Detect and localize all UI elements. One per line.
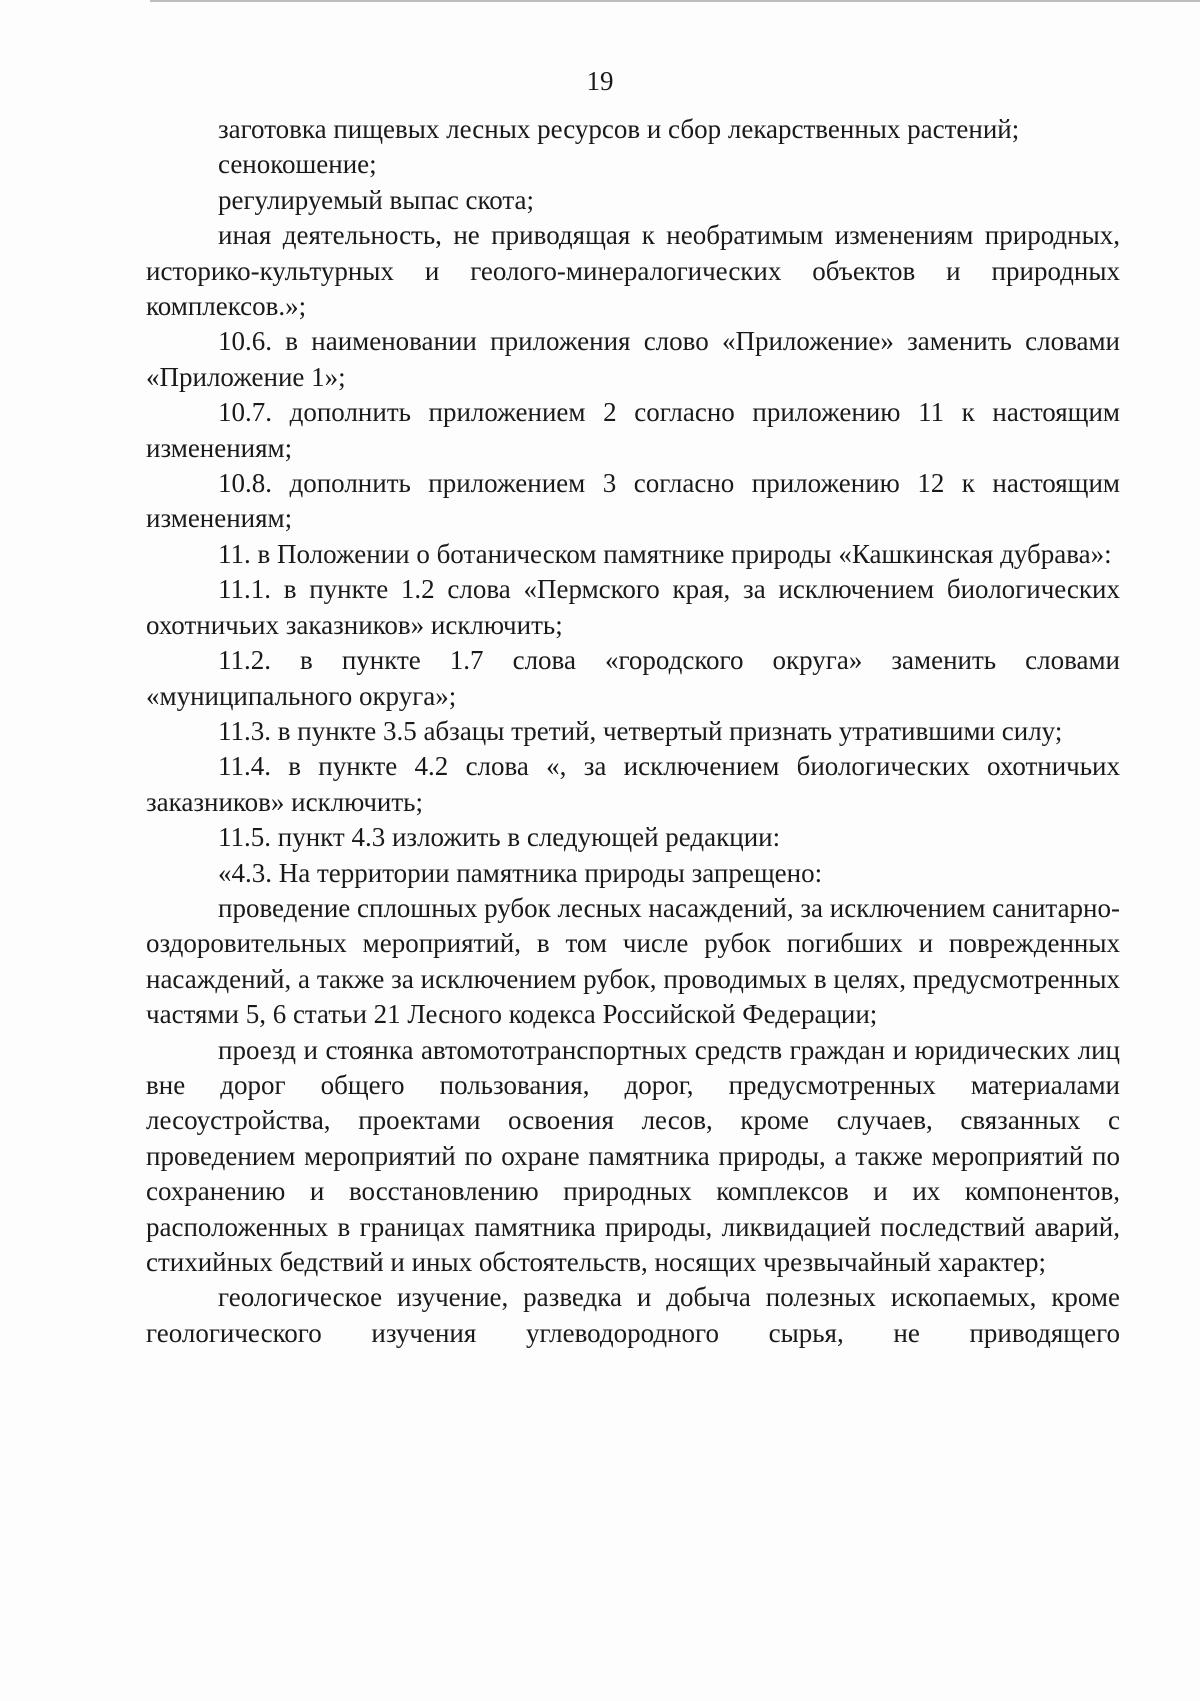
paragraph: проезд и стоянка автомототранспортных средств граждан и юридических лиц вне дорог общего пользования, дорог, предусмотренных материалами лесоустройства, проектами освоения лесов, кроме случаев, связанных с проведением мероприятий по охране памятника природы, а также мероприятий по сохранению и восстановлению природных комплексов и их компонентов, расположенных в границах памятника природы, ликвидацией последствий аварий, стихийных бедствий и иных обстоятельств, носящих чрезвычайный характер; [146,1034,1120,1277]
page-number: 19 [586,66,614,96]
paragraph: проведение сплошных рубок лесных насаждений, за исключением санитарно-оздоровительных мероприятий, в том числе рубок погибших и поврежденных насаждений, а также за исключением рубок, проводимых в целях, предусмотренных частями 5, 6 статьи 21 Лесного кодекса Российской Федерации; [146,892,1120,1030]
paragraph: иная деятельность, не приводящая к необратимым изменениям природных, историко-культурных и геолого-минералогических объектов и природных комплексов.»; [146,220,1120,322]
paragraph: «4.3. На территории памятника природы запрещено: [218,857,823,888]
paragraph: регулируемый выпас скота; [218,184,535,215]
paragraph: 11.3. в пункте 3.5 абзацы третий, четвертый признать утратившими силу; [218,715,1063,746]
paragraph: 11.4. в пункте 4.2 слова «, за исключением биологических охотничьих заказников» исключить; [146,751,1120,817]
paragraph: сенокошение; [218,149,377,180]
scan-edge-line [150,0,1200,2]
paragraph: 10.7. дополнить приложением 2 согласно приложению 11 к настоящим изменениям; [146,397,1120,463]
paragraph: геологическое изучение, разведка и добыча полезных ископаемых, кроме геологического изучения углеводородного сырья, не приводящего [146,1282,1120,1348]
paragraph: заготовка пищевых лесных ресурсов и сбор лекарственных растений; [218,114,1020,144]
paragraph: 11.5. пункт 4.3 изложить в следующей редакции: [218,822,781,853]
paragraph: 11. в Положении о ботаническом памятнике природы «Кашкинская дубрава»: [218,538,1112,569]
paragraph: 11.2. в пункте 1.7 слова «городского округа» заменить словами «муниципального округа»; [146,645,1120,711]
document-body [146,112,1120,1351]
paragraph: 10.6. в наименовании приложения слово «Приложение» заменить словами «Приложение 1»; [146,326,1120,392]
paragraph: 11.1. в пункте 1.2 слова «Пермского края, за исключением биологических охотничьих заказников» исключить; [146,574,1120,640]
paragraph: 10.8. дополнить приложением 3 согласно приложению 12 к настоящим изменениям; [146,468,1120,534]
